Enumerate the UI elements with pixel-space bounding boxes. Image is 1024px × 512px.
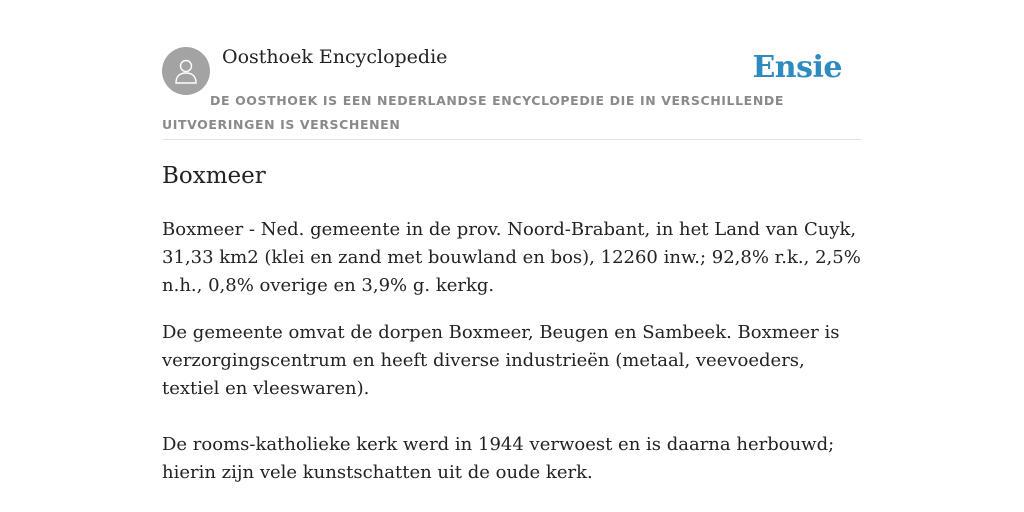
page [162, 0, 862, 483]
article-paragraph-3: De rooms-katholieke kerk werd in 1944 verwoest en is daarna herbouwd; hierin zijn vele kunstschatten uit de oude kerk. [162, 434, 835, 483]
user-silhouette-icon [171, 56, 201, 86]
article-paragraph-1: Boxmeer - Ned. gemeente in de prov. Noord-Brabant, in het Land van Cuyk, 31,33 km2 (klei en zand met bouwland en bos), 12260 inw.; 92,8% r.k., 2,5% n.h., 0,8% overige en 3,9% g. kerkg. [162, 219, 861, 296]
article-paragraph-2: De gemeente omvat de dorpen Boxmeer, Beugen en Sambeek. Boxmeer is verzorgingscentrum en heeft diverse industrieën (metaal, veevoeders, textiel en vleeswaren). [162, 322, 840, 399]
site-tagline: DE OOSTHOEK IS EEN NEDERLANDSE ENCYCLOPEDIE DIE IN VERSCHILLENDE UITVOERINGEN IS VERSCHENEN [162, 93, 784, 132]
site-title[interactable]: Oosthoek Encyclopedie [222, 46, 448, 68]
avatar[interactable] [162, 47, 210, 95]
article-title: Boxmeer [162, 163, 266, 189]
header [162, 0, 862, 140]
brand-logo[interactable]: Ensie [752, 50, 842, 85]
